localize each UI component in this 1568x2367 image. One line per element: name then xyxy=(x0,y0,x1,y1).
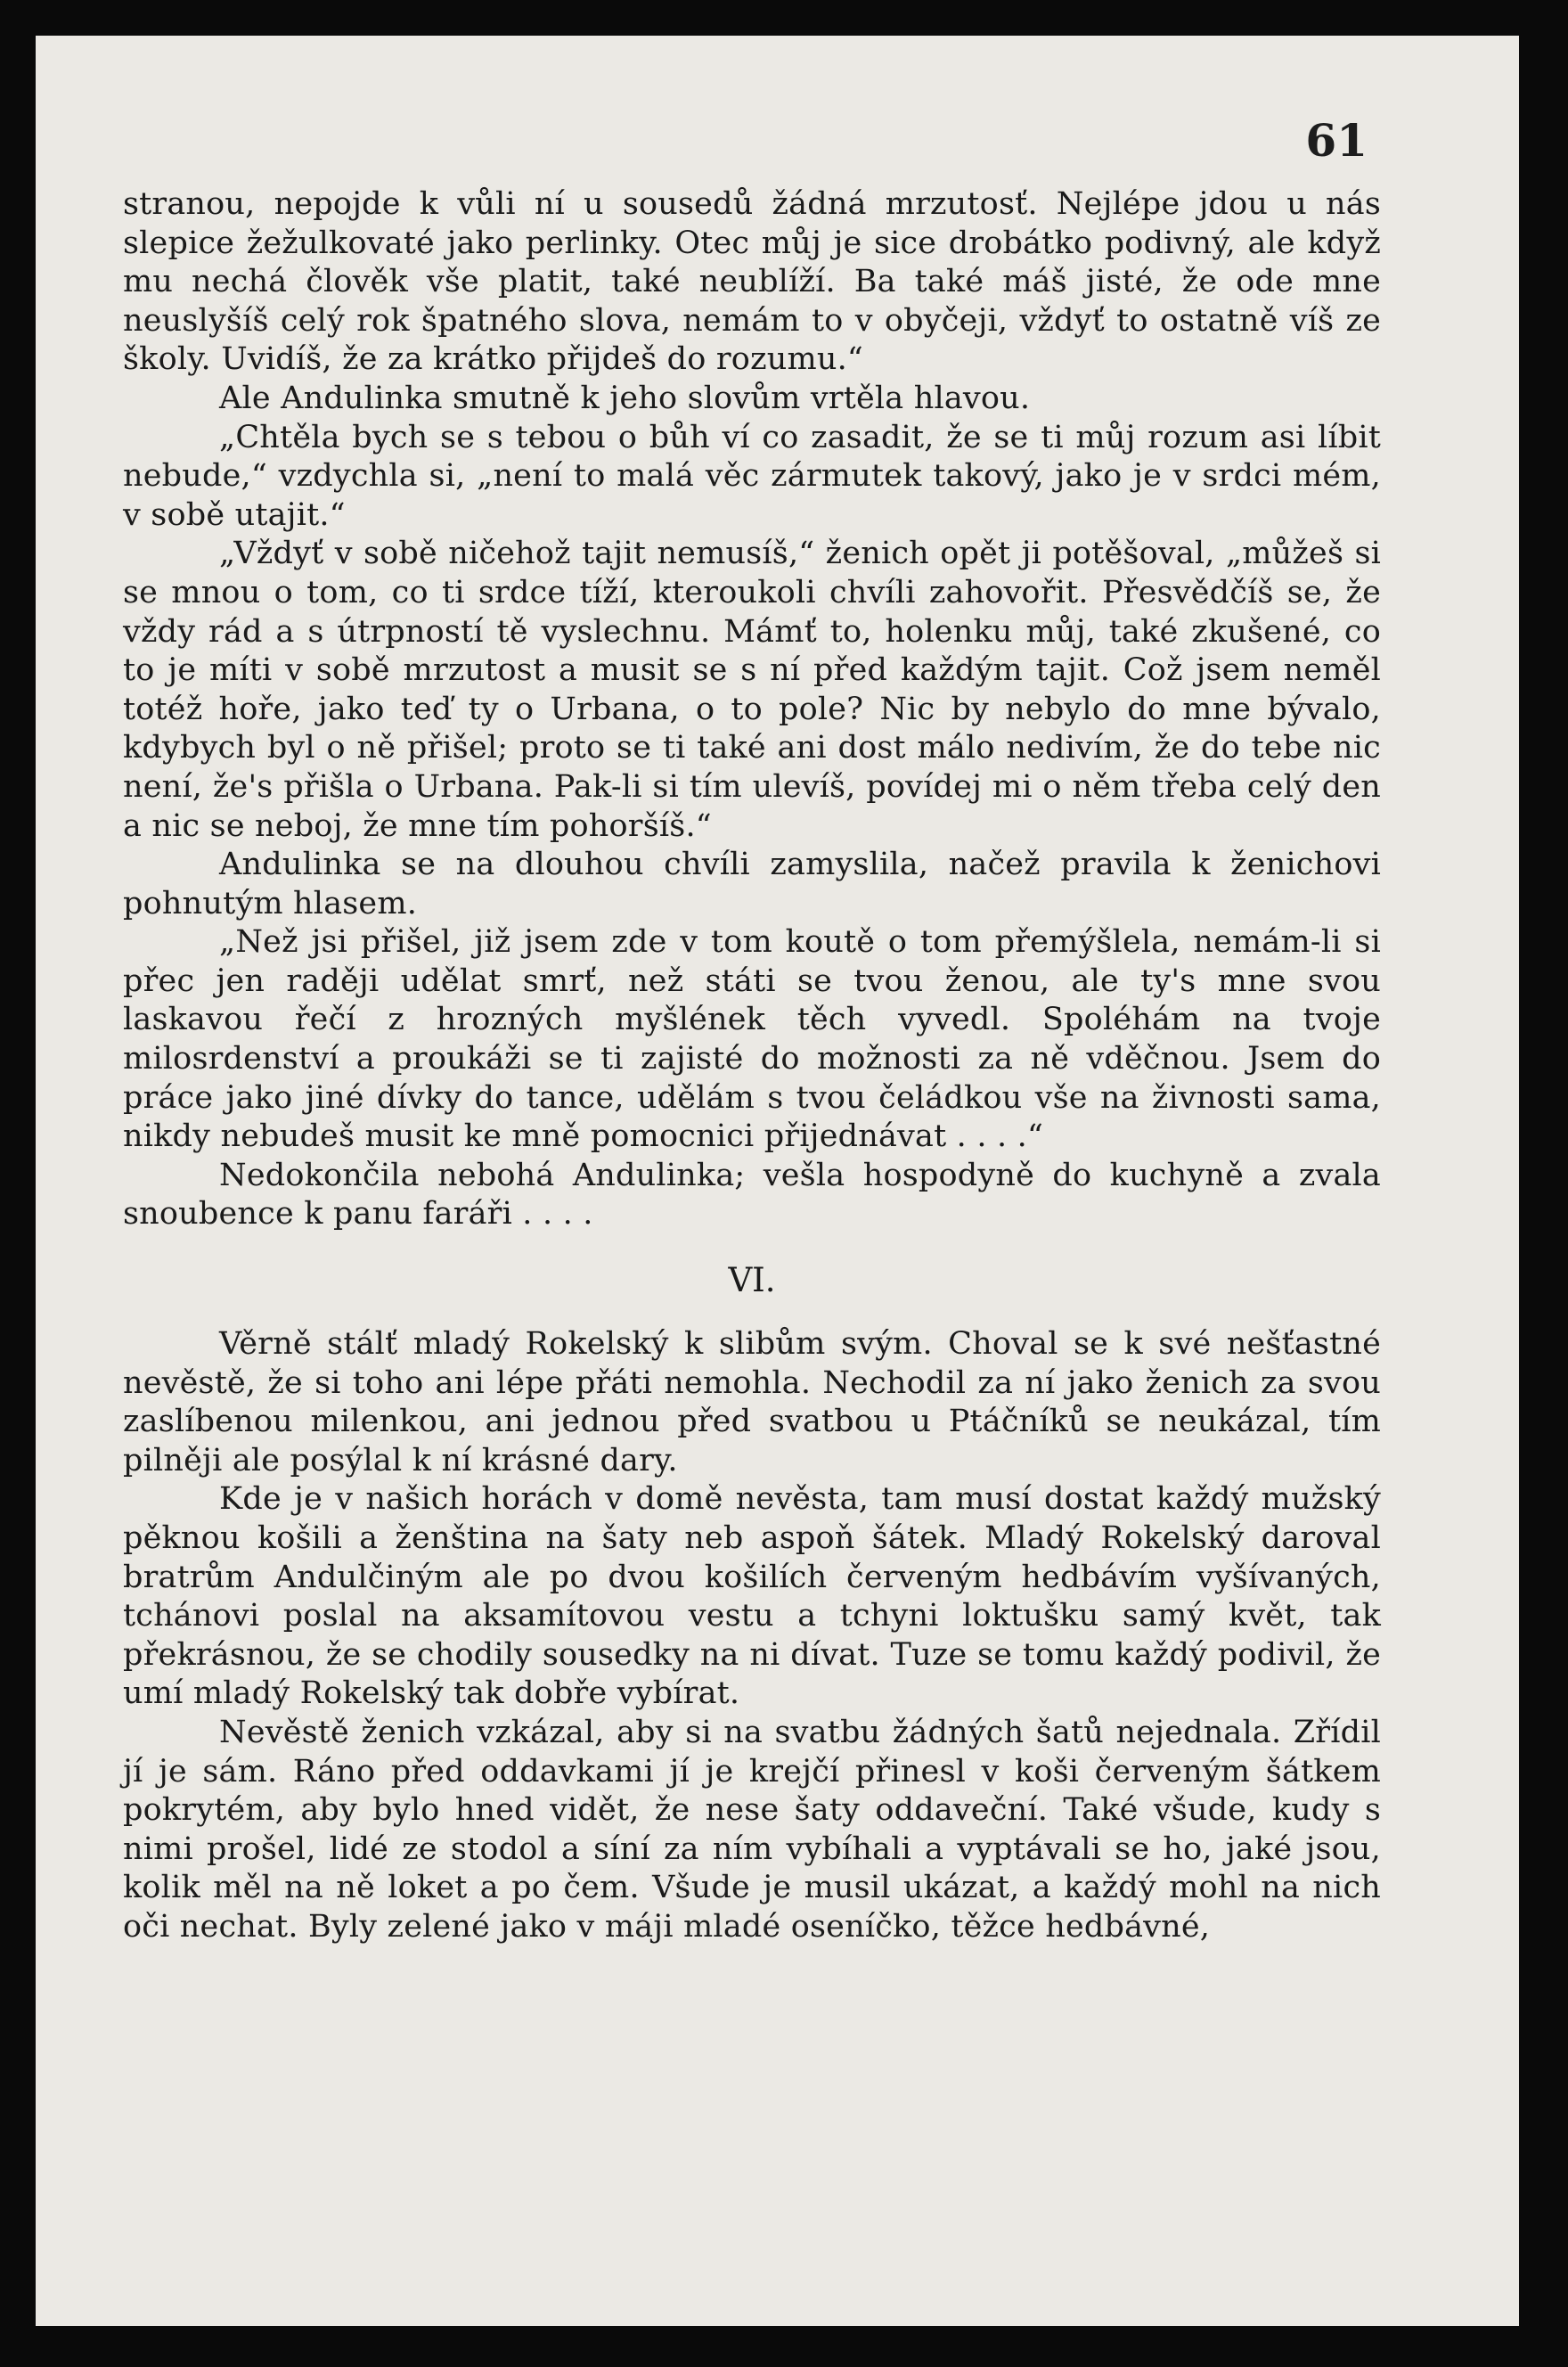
paragraph: Andulinka se na dlouhou chvíli zamyslila, načež pravila k ženichovi pohnutým hlasem. xyxy=(123,847,1381,921)
page-number: 61 xyxy=(1305,114,1368,167)
paragraph: Věrně stálť mladý Rokelský k slibům svým. Choval se k své nešťastné nevěstě, že si toho ani lépe přáti nemohla. Nechodil za ní jako ženich za svou zaslíbenou milenkou, ani jednou před svatbou u Ptáčníků se neukázal, tím pilněji ale posýlal k ní krásné dary. xyxy=(123,1326,1381,1478)
paragraph: stranou, nepojde k vůli ní u sousedů žádná mrzutosť. Nejlépe jdou u nás slepice žežulkovaté jako perlinky. Otec můj je sice drobátko podivný, ale když mu nechá člověk vše platit, také neublíží. Ba také máš jisté, že ode mne neuslyšíš celý rok špatného slova, nemám to v obyčeji, vždyť to ostatně víš ze školy. Uvidíš, že za krátko přijdeš do rozumu.“ xyxy=(123,186,1381,378)
book-page xyxy=(36,36,1519,2326)
chapter-heading: VI. xyxy=(728,1261,776,1300)
paragraph: Nedokončila nebohá Andulinka; vešla hospodyně do kuchyně a zvala snoubence k panu faráři . . . . xyxy=(123,1157,1381,1233)
paragraph: „Než jsi přišel, již jsem zde v tom koutě o tom přemýšlela, nemám-li si přec jen raději udělat smrť, než státi se tvou ženou, ale ty's mne svou laskavou řečí z hrozných myšlének těch vyvedl. Spoléhám na tvoje milosrdenství a proukáži se ti zajisté do možnosti za ně vděčnou. Jsem do práce jako jiné dívky do tance, udělám s tvou čeládkou vše na živnosti sama, nikdy nebudeš musit ke mně pomocnici přijednávat . . . .“ xyxy=(123,924,1381,1155)
paragraph: Kde je v našich horách v domě nevěsta, tam musí dostat každý mužský pěknou košili a ženština na šaty neb aspoň šátek. Mladý Rokelský daroval bratrům Andulčiným ale po dvou košilích červeným hedbávím vyšívaných, tchánovi poslal na aksamítovou vestu a tchyni loktušku samý květ, tak překrásnou, že se chodily sousedky na ni dívat. Tuze se tomu každý podivil, že umí mladý Rokelský tak dobře vybírat. xyxy=(123,1481,1381,1712)
paragraph: Ale Andulinka smutně k jeho slovům vrtěla hlavou. xyxy=(219,380,1031,416)
paragraph: „Chtěla bych se s tebou o bůh ví co zasadit, že se ti můj rozum asi líbit nebude,“ vzdychla si, „není to malá věc zármutek takový, jako je v srdci mém, v sobě utajit.“ xyxy=(123,419,1381,533)
page-text xyxy=(123,185,1381,1947)
paragraph: Nevěstě ženich vzkázal, aby si na svatbu žádných šatů nejednala. Zřídil jí je sám. Ráno před oddavkami jí je krejčí přinesl v koši červeným šátkem pokrytém, aby bylo hned vidět, že nese šaty oddaveční. Také všude, kudy s nimi prošel, lidé ze stodol a síní za ním vybíhali a vyptávali se ho, jaké jsou, kolik měl na ně loket a po čem. Všude je musil ukázat, a každý mohl na nich oči nechat. Byly zelené jako v máji mladé oseníčko, těžce hedbávné, xyxy=(123,1714,1381,1945)
paragraph: „Vždyť v sobě ničehož tajit nemusíš,“ ženich opět ji potěšoval, „můžeš si se mnou o tom, co ti srdce tíží, kteroukoli chvíli zahovořit. Přesvědčíš se, že vždy rád a s útrpností tě vyslechnu. Mámť to, holenku můj, také zkušené, co to je míti v sobě mrzutost a musit se s ní před každým tajit. Což jsem neměl totéž hoře, jako teď ty o Urbana, o to pole? Nic by nebylo do mne bývalo, kdybych byl o ně přišel; proto se ti také ani dost málo nedivím, že do tebe nic není, že's přišla o Urbana. Pak-li si tím ulevíš, povídej mi o něm třeba celý den a nic se neboj, že mne tím pohoršíš.“ xyxy=(123,536,1381,844)
